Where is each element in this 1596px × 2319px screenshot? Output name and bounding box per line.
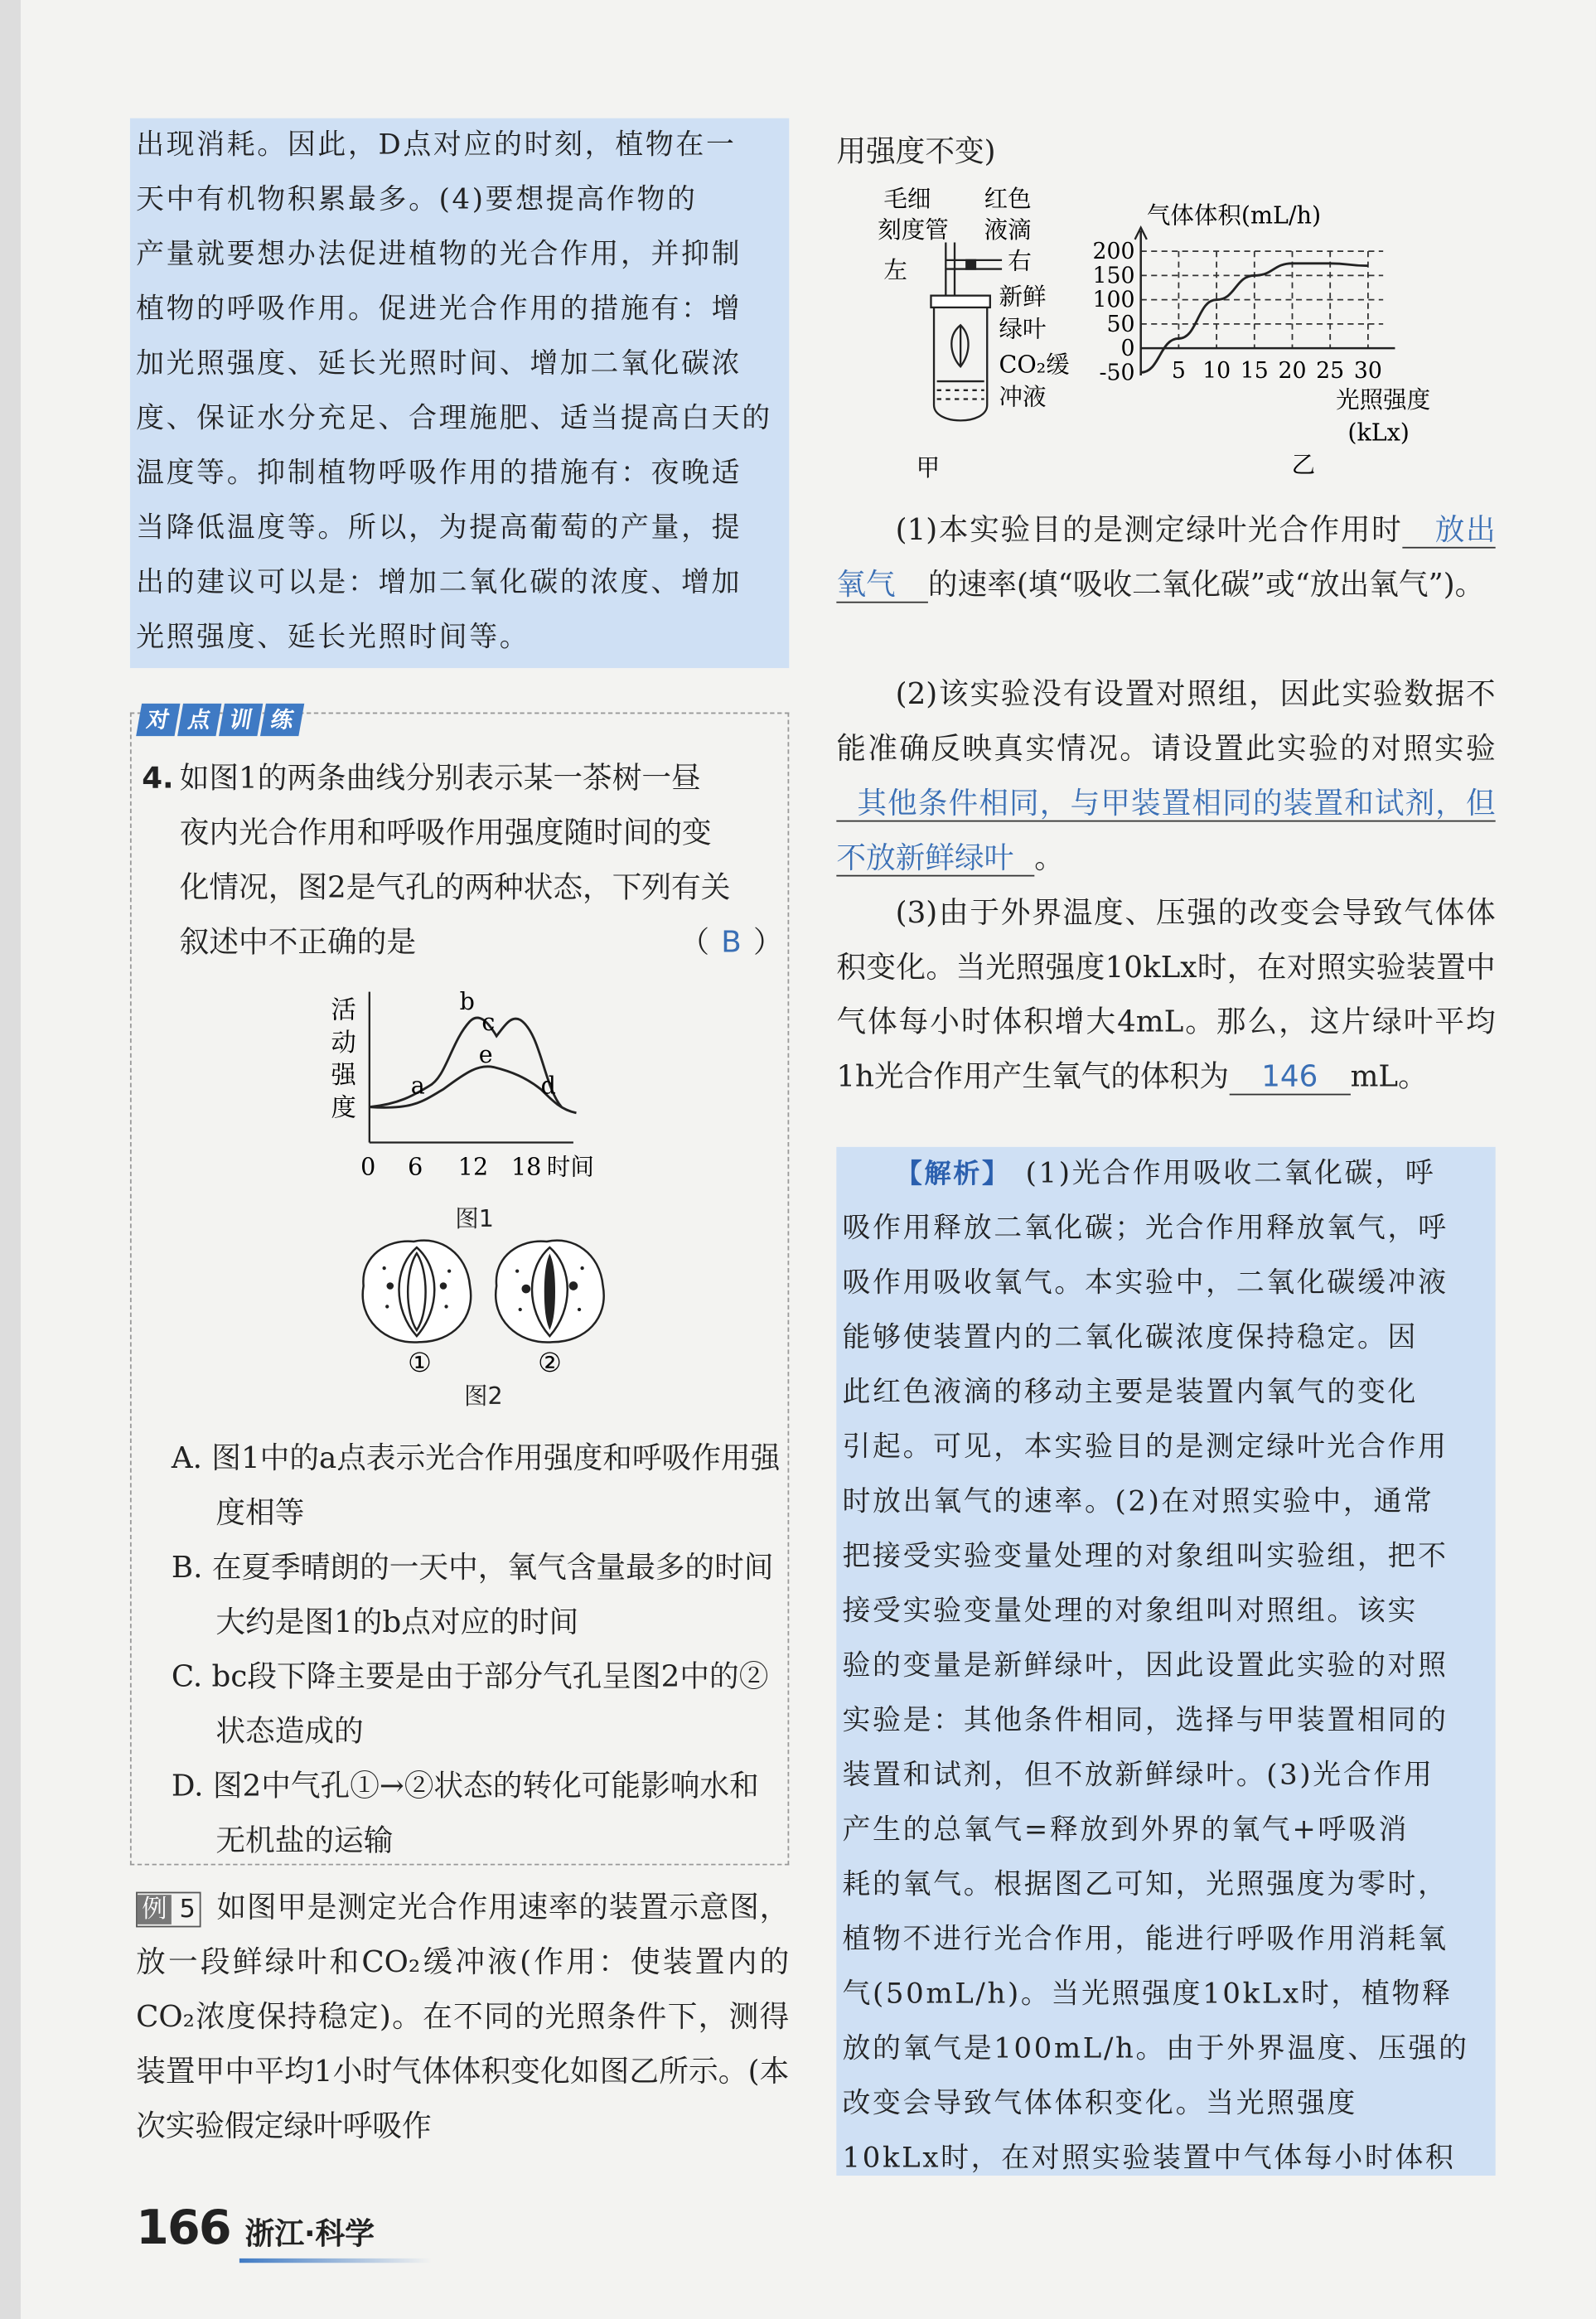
chart-xlabel-1: 光照强度 <box>1336 386 1431 414</box>
app-label-red-1: 红色 <box>984 185 1032 213</box>
page-number: 166 <box>136 2199 230 2256</box>
page-edge <box>0 0 21 2319</box>
app-label-right: 右 <box>1008 247 1032 275</box>
chart-ytick-label: 100 <box>1092 287 1135 313</box>
app-label-buffer-1: CO₂缓 <box>999 351 1070 379</box>
fig1-xtick-18: 18 <box>511 1153 542 1181</box>
left-analysis-block <box>130 119 789 668</box>
badge-char: 练 <box>260 704 304 736</box>
app-label-left: 左 <box>883 256 907 284</box>
analysis-line: 产量就要想办法促进植物的光合作用，并抑制 <box>136 238 742 271</box>
chart-title: 气体体积(mL/h) <box>1146 201 1322 230</box>
example-5 <box>136 1880 789 2153</box>
example-tag: 例 5 <box>136 1892 201 1928</box>
answer-2: 其他条件相同，与甲装置相同的装置和试剂，但不放新鲜绿叶 <box>836 784 1496 875</box>
analysis-line: 植物的呼吸作用。促进光合作用的措施有：增 <box>136 293 742 326</box>
analysis-line: 度、保证水分充足、合理施肥、适当提高白天的 <box>136 402 772 435</box>
analysis-line: 10kLx时，在对照实验装置中气体每小时体积 <box>842 2142 1456 2175</box>
stem-line: 化情况，图2是气孔的两种状态，下列有关 <box>179 869 731 905</box>
chart-xtick-label: 5 <box>1171 357 1186 384</box>
option-B: B. 在夏季晴朗的一天中，氧气含量最多的时间大约是图1的b点对应的时间 <box>171 1548 774 1639</box>
chart-xlabel-2: (kLx) <box>1347 419 1410 447</box>
app-label-buffer-2: 冲液 <box>999 383 1047 411</box>
fig2-label-1: ① <box>408 1346 432 1375</box>
badge-char: 点 <box>177 704 221 736</box>
fig1-xtick-6: 6 <box>408 1153 423 1181</box>
answer-1: 放出氧气 <box>836 511 1496 602</box>
figure-2 <box>349 1227 615 1374</box>
apparatus-figure <box>878 183 1099 496</box>
fig1-xtick-0: 0 <box>360 1153 376 1181</box>
question-3: (3)由于外界温度、压强的改变会导致气体体积变化。当光照强度10kLx时，在对照实验装置中气体每小时体积增大4mL。那么，这片绿叶平均1h光合作用产生氧气的体积为 146 mL。 <box>836 893 1496 1094</box>
fig1-xtick-12: 12 <box>457 1153 489 1181</box>
answer-choice: B <box>721 923 742 960</box>
stem-line: 如图1的两条曲线分别表示某一茶树一昼 <box>179 759 701 796</box>
analysis-line: 吸作用释放二氧化碳；光合作用释放氧气，呼 <box>842 1212 1448 1245</box>
chart-ytick-label: 200 <box>1092 239 1135 265</box>
question-4 <box>142 751 786 970</box>
fig1-point-d: d <box>540 1072 556 1100</box>
chart-ytick-label: 150 <box>1092 263 1135 289</box>
example-5-text: 如图甲是测定光合作用速率的装置示意图，放一段鲜绿叶和CO₂缓冲液(作用：使装置内的CO₂浓度保持稳定)。在不同的光照条件下，测得装置甲中平均1小时气体体积变化如图乙所示。(本次实验假定绿叶呼吸作 <box>136 1889 790 2143</box>
stem-line: 夜内光合作用和呼吸作用强度随时间的变 <box>179 814 712 850</box>
analysis-line: 实验是：其他条件相同，选择与甲装置相同的 <box>842 1704 1448 1737</box>
analysis-line: 光照强度、延长光照时间等。 <box>136 620 530 654</box>
fig1-point-c: c <box>481 1008 496 1036</box>
app-label-red-2: 液滴 <box>984 216 1032 244</box>
chart-caption: 乙 <box>1291 451 1316 479</box>
badge-char: 训 <box>219 704 263 736</box>
figure-1-caption: 图1 <box>455 1204 494 1233</box>
analysis-line: 装置和试剂，但不放新鲜绿叶。(3)光合作用 <box>842 1759 1434 1792</box>
option-A: A. 图1中的a点表示光合作用强度和呼吸作用强度相等 <box>171 1439 781 1530</box>
analysis-line: 此红色液滴的移动主要是装置内氧气的变化 <box>842 1376 1419 1409</box>
chart-xtick-label: 15 <box>1240 357 1269 384</box>
chart-ytick-label: 50 <box>1106 311 1135 337</box>
analysis-line: 验的变量是新鲜绿叶，因此设置此实验的对照 <box>842 1649 1448 1682</box>
option-C: C. bc段下降主要是由于部分气孔呈图2中的②状态造成的 <box>171 1658 769 1749</box>
analysis-line: 温度等。抑制植物呼吸作用的措施有：夜晚适 <box>136 457 742 490</box>
light-chart <box>1073 198 1443 479</box>
chart-ytick-label: -50 <box>1099 360 1135 386</box>
analysis-line: 吸作用吸收氧气。本实验中，二氧化碳缓冲液 <box>842 1266 1448 1300</box>
app-label-leaf-2: 绿叶 <box>999 315 1047 343</box>
figure-1 <box>325 983 635 1198</box>
fig1-ylabel-3: 强 <box>331 1061 356 1091</box>
question-4-options <box>172 1431 783 1868</box>
fig1-point-e: e <box>478 1041 493 1069</box>
question-1: (1)本实验目的是测定绿叶光合作用时 放出氧气 的速率(填“吸收二氧化碳”或“放出氧气”)。 <box>836 511 1496 602</box>
fig1-point-a: a <box>410 1072 425 1100</box>
analysis-line: 把接受实验变量处理的对象组叫实验组，把不 <box>842 1540 1448 1573</box>
answer-paren: （ B ） <box>680 923 783 960</box>
apparatus-caption: 甲 <box>916 454 941 482</box>
analysis-line: 耗的氧气。根据图乙可知，光照强度为零时， <box>842 1868 1448 1901</box>
figure-2-caption: 图2 <box>463 1382 503 1411</box>
chart-xtick-label: 30 <box>1353 357 1382 384</box>
fig1-ylabel-4: 度 <box>331 1093 356 1123</box>
fig2-label-2: ② <box>538 1346 562 1375</box>
chart-ytick-label: 0 <box>1120 336 1135 362</box>
analysis-line: 当降低温度等。所以，为提高葡萄的产量，提 <box>136 511 742 545</box>
app-label-capillary-2: 刻度管 <box>878 216 949 244</box>
chart-xtick-label: 25 <box>1316 357 1345 384</box>
option-D: D. 图2中气孔①→②状态的转化可能影响水和无机盐的运输 <box>171 1767 759 1858</box>
analysis-line: 放的氧气是100mL/h。由于外界温度、压强的 <box>842 2032 1469 2065</box>
analysis-tag: 【解析】 <box>895 1159 1011 1190</box>
analysis-line: 气(50mL/h)。当光照强度10kLx时，植物释 <box>842 1978 1453 2011</box>
analysis-line: 出现消耗。因此，D点对应的时刻，植物在一 <box>136 128 737 162</box>
analysis-line: 时放出氧气的速率。(2)在对照实验中，通常 <box>842 1485 1434 1518</box>
analysis-line: 天中有机物积累最多。(4)要想提高作物的 <box>136 183 698 216</box>
badge-char: 对 <box>136 704 180 736</box>
chart-xtick-label: 20 <box>1278 357 1307 384</box>
footer-underline <box>239 2258 432 2263</box>
app-label-capillary-1: 毛细 <box>883 185 931 213</box>
fig1-ylabel-1: 活 <box>331 995 356 1025</box>
answer-3: 146 <box>1229 1058 1351 1096</box>
analysis-line: 植物不进行光合作用，能进行呼吸作用消耗氧 <box>842 1923 1448 1956</box>
practice-badge <box>139 704 305 736</box>
analysis-line: 加光照强度、延长光照时间、增加二氧化碳浓 <box>136 347 742 380</box>
example-5-continued: 用强度不变) <box>836 133 996 169</box>
page-footer <box>136 2200 375 2256</box>
question-number: 4. <box>142 759 174 796</box>
stem-line: 叙述中不正确的是 <box>179 923 417 960</box>
fig1-point-b: b <box>459 987 475 1015</box>
chart-xtick-label: 10 <box>1202 357 1231 384</box>
analysis-line: 出的建议可以是：增加二氧化碳的浓度、增加 <box>136 566 742 599</box>
analysis-line: 【解析】 (1)光合作用吸收二氧化碳，呼 <box>895 1157 1436 1190</box>
question-2: (2)该实验没有设置对照组，因此实验数据不能准确反映真实情况。请设置此实验的对照实验其他条件相同，与甲装置相同的装置和试剂，但不放新鲜绿叶 。 <box>836 675 1496 875</box>
fig1-xlabel: 时间 <box>546 1153 594 1181</box>
analysis-line: 改变会导致气体体积变化。当光照强度 <box>842 2087 1357 2120</box>
analysis-line: 引起。可见，本实验目的是测定绿叶光合作用 <box>842 1431 1448 1464</box>
fig1-ylabel-2: 动 <box>331 1028 356 1058</box>
right-analysis-block <box>836 1147 1495 2176</box>
analysis-line: 接受实验变量处理的对象组叫对照组。该实 <box>842 1595 1419 1628</box>
analysis-line: 产生的总氧气=释放到外界的氧气+呼吸消 <box>842 1813 1410 1847</box>
book-title: 浙江·科学 <box>244 2215 375 2251</box>
app-label-leaf-1: 新鲜 <box>999 283 1047 311</box>
analysis-line: 能够使装置内的二氧化碳浓度保持稳定。因 <box>842 1321 1419 1354</box>
